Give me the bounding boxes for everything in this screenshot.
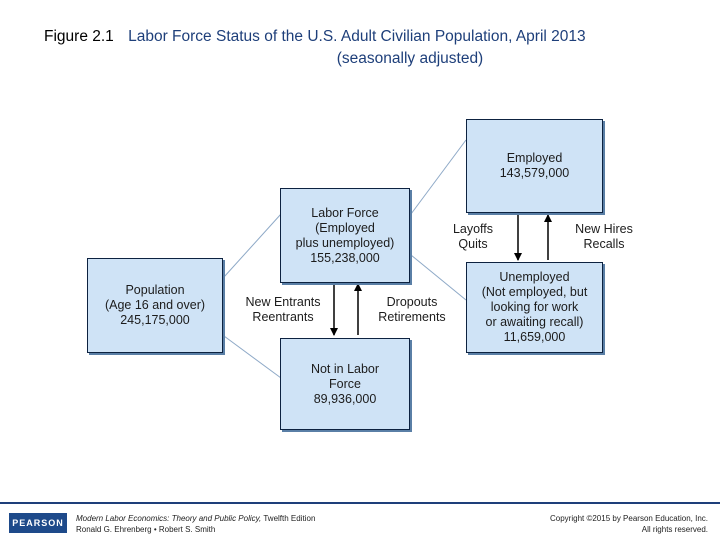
footer-divider bbox=[0, 502, 720, 504]
rights-text: All rights reserved. bbox=[641, 525, 708, 534]
book-authors: Ronald G. Ehrenberg • Robert S. Smith bbox=[76, 525, 216, 534]
unemployed-desc-3: or awaiting recall) bbox=[485, 315, 584, 329]
footer-citation bbox=[76, 513, 315, 535]
layoffs-label bbox=[440, 222, 506, 252]
unemployed-desc-2: looking for work bbox=[490, 300, 579, 314]
connector-population-laborforce bbox=[224, 214, 281, 277]
dropouts-label bbox=[367, 295, 457, 325]
population-desc: (Age 16 and over) bbox=[104, 298, 206, 312]
book-title: Modern Labor Economics: Theory and Public Policy, bbox=[76, 514, 262, 523]
population-value: 245,175,000 bbox=[120, 313, 190, 327]
copyright-text: Copyright ©2015 by Pearson Education, Inc. bbox=[550, 514, 708, 523]
not-in-labor-force-title-2: Force bbox=[329, 376, 361, 391]
population-box bbox=[87, 258, 223, 353]
population-title: Population bbox=[125, 283, 185, 297]
dropouts-line-2: Retirements bbox=[378, 310, 446, 324]
unemployed-title: Unemployed bbox=[499, 270, 570, 284]
labor-force-desc-2: plus unemployed) bbox=[295, 235, 395, 250]
unemployed-value: 11,659,000 bbox=[503, 330, 566, 344]
not-in-labor-force-value: 89,936,000 bbox=[313, 391, 377, 406]
new-entrants-line-1: New Entrants bbox=[245, 295, 321, 309]
pearson-logo: PEARSON bbox=[9, 513, 67, 533]
connector-laborforce-employed bbox=[411, 140, 466, 214]
new-hires-label bbox=[564, 222, 644, 252]
connector-laborforce-unemployed bbox=[411, 255, 466, 300]
labor-force-box bbox=[280, 188, 410, 283]
labor-force-desc-1: (Employed bbox=[315, 220, 375, 235]
not-in-labor-force-box bbox=[280, 338, 410, 430]
not-in-labor-force-title-1: Not in Labor bbox=[310, 361, 380, 376]
connector-population-notinlabor bbox=[224, 336, 281, 378]
book-edition: Twelfth Edition bbox=[261, 514, 316, 523]
layoffs-line-2: Quits bbox=[458, 237, 488, 251]
employed-box bbox=[466, 119, 603, 213]
dropouts-line-1: Dropouts bbox=[386, 295, 438, 309]
new-entrants-label bbox=[239, 295, 327, 325]
new-hires-line-2: Recalls bbox=[583, 237, 625, 251]
figure-title-text: Labor Force Status of the U.S. Adult Civilian Population, April 2013 bbox=[128, 28, 586, 45]
labor-force-title: Labor Force bbox=[311, 205, 379, 220]
figure-label: Figure 2.1 bbox=[44, 28, 114, 45]
footer-copyright bbox=[550, 513, 708, 535]
figure-subtitle: (seasonally adjusted) bbox=[336, 50, 484, 67]
new-hires-line-1: New Hires bbox=[575, 222, 633, 236]
layoffs-line-1: Layoffs bbox=[452, 222, 494, 236]
labor-force-value: 155,238,000 bbox=[310, 250, 380, 265]
new-entrants-line-2: Reentrants bbox=[252, 310, 314, 324]
unemployed-box bbox=[466, 262, 603, 353]
employed-title: Employed bbox=[506, 151, 563, 165]
employed-value: 143,579,000 bbox=[499, 166, 570, 180]
unemployed-desc-1: (Not employed, but bbox=[481, 285, 588, 299]
